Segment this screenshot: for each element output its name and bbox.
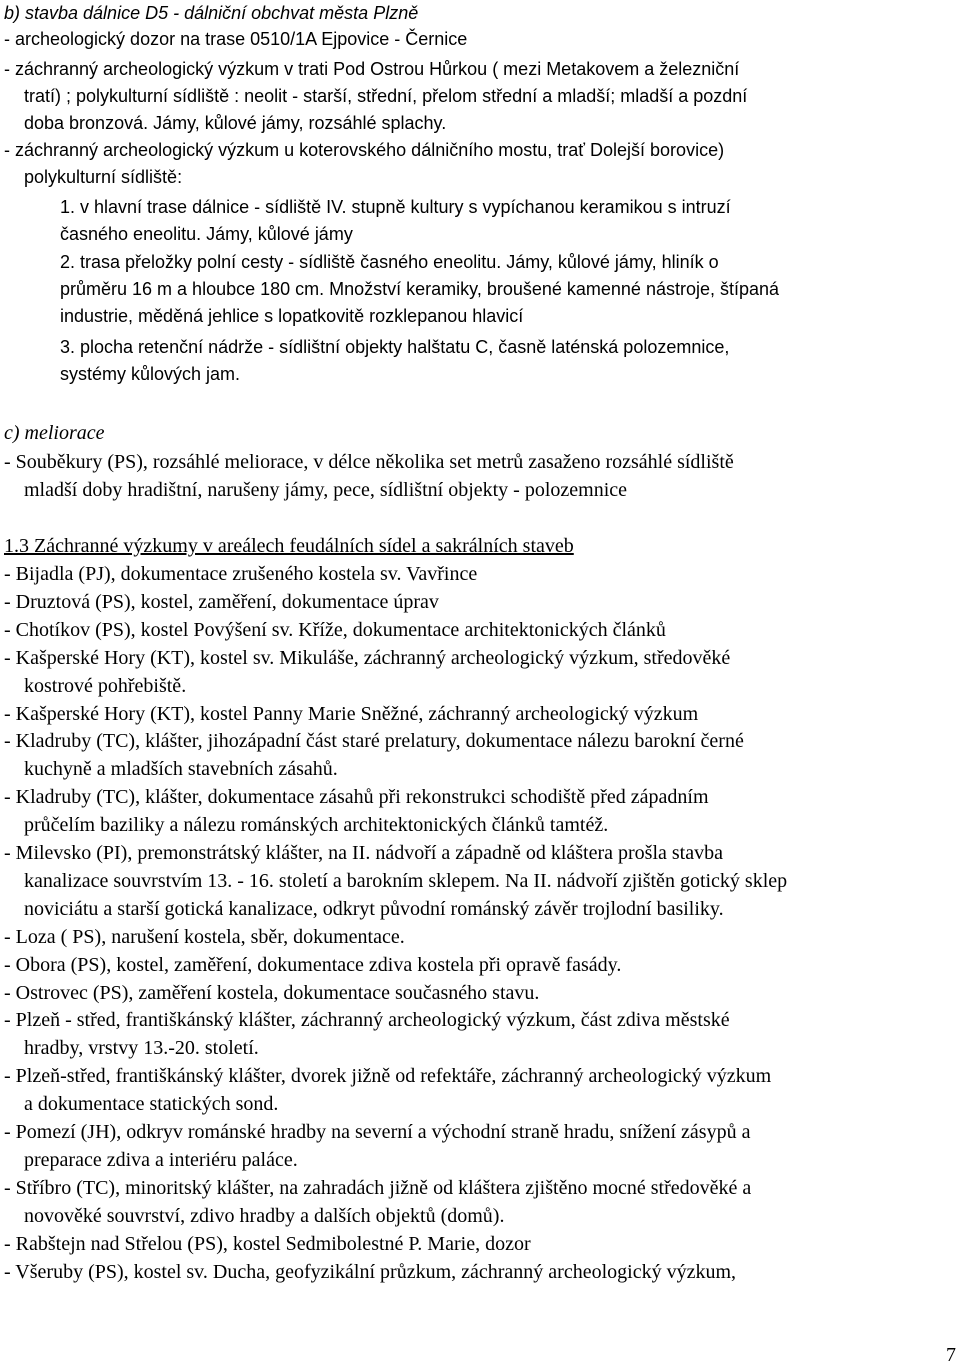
list-item: hradby, vrstvy 13.-20. století. <box>24 1037 259 1059</box>
section-b-line: industrie, měděná jehlice s lopatkovitě rozklepanou hlavicí <box>60 306 524 326</box>
section-heading: 1.3 Záchranné výzkumy v areálech feudálních sídel a sakrálních staveb <box>4 535 574 557</box>
section-b-line: 1. v hlavní trase dálnice - sídliště IV. stupně kultury s vypíchanou keramikou s intruzí <box>60 197 731 217</box>
section-b-line: tratí) ; polykulturní sídliště : neolit - starší, střední, přelom střední a mladší; mladší a pozdní <box>24 86 748 106</box>
section-b-line: - archeologický dozor na trase 0510/1A Ejpovice - Černice <box>4 29 468 49</box>
list-item: - Druztová (PS), kostel, zaměření, dokumentace úprav <box>4 591 439 613</box>
list-item: - Obora (PS), kostel, zaměření, dokumentace zdiva kostela při opravě fasády. <box>4 954 622 976</box>
list-item: - Kladruby (TC), klášter, jihozápadní část staré prelatury, dokumentace nálezu barokní černé <box>4 730 744 752</box>
list-item: - Chotíkov (PS), kostel Povýšení sv. Kříže, dokumentace architektonických článků <box>4 619 666 641</box>
list-item: noviciátu a starší gotická kanalizace, odkryt původní románský závěr trojlodní basiliky. <box>24 898 724 920</box>
list-item: - Všeruby (PS), kostel sv. Ducha, geofyzikální průzkum, záchranný archeologický výzkum, <box>4 1261 737 1283</box>
list-item: kostrové pohřebiště. <box>24 675 187 697</box>
section-c-line: - Souběkury (PS), rozsáhlé meliorace, v délce několika set metrů zasaženo rozsáhlé sídliště <box>4 451 734 473</box>
list-item: preparace zdiva a interiéru paláce. <box>24 1149 298 1171</box>
section-b-line: časného eneolitu. Jámy, kůlové jámy <box>60 224 353 244</box>
section-b-line: - záchranný archeologický výzkum u koterovského dálničního mostu, trať Dolejší borovice) <box>4 140 725 160</box>
list-item: novověké souvrství, zdivo hradby a dalších objektů (domů). <box>24 1205 505 1227</box>
section-b-title: b) stavba dálnice D5 - dálniční obchvat města Plzně <box>4 3 419 23</box>
section-b-line: doba bronzová. Jámy, kůlové jámy, rozsáhlé splachy. <box>24 113 447 133</box>
section-b-line: polykulturní sídliště: <box>24 167 183 187</box>
list-item: - Loza ( PS), narušení kostela, sběr, dokumentace. <box>4 926 405 948</box>
section-c-title: c) meliorace <box>4 422 105 444</box>
section-c-line: mladší doby hradištní, narušeny jámy, pece, sídlištní objekty - polozemnice <box>24 479 628 501</box>
list-item: - Pomezí (JH), odkryv románské hradby na severní a východní straně hradu, snížení zásypů a <box>4 1121 751 1143</box>
section-b-line: systémy kůlových jam. <box>60 364 241 384</box>
section-b-line: - záchranný archeologický výzkum v trati Pod Ostrou Hůrkou ( mezi Metakovem a železniční <box>4 59 740 79</box>
list-item: - Kladruby (TC), klášter, dokumentace zásahů při rekonstrukci schodiště před západním <box>4 786 709 808</box>
list-item: - Plzeň-střed, františkánský klášter, dvorek jižně od refektáře, záchranný archeologický výzkum <box>4 1065 772 1087</box>
list-item: průčelím baziliky a nálezu románských architektonických článků tamtéž. <box>24 814 609 836</box>
list-item: - Ostrovec (PS), zaměření kostela, dokumentace současného stavu. <box>4 982 540 1004</box>
list-item: - Rabštejn nad Střelou (PS), kostel Sedmibolestné P. Marie, dozor <box>4 1233 531 1255</box>
page-number: 7 <box>946 1344 956 1366</box>
list-item: a dokumentace statických sond. <box>24 1093 279 1115</box>
section-b-line: 3. plocha retenční nádrže - sídlištní objekty halštatu C, časně laténská polozemnice, <box>60 337 730 357</box>
list-item: - Kašperské Hory (KT), kostel sv. Mikuláše, záchranný archeologický výzkum, středověké <box>4 647 731 669</box>
list-item: kanalizace souvrstvím 13. - 16. století a barokním sklepem. Na II. nádvoří zjištěn gotický sklep <box>24 870 788 892</box>
list-item: - Milevsko (PI), premonstrátský klášter, na II. nádvoří a západně od kláštera prošla stavba <box>4 842 723 864</box>
list-item: - Stříbro (TC), minoritský klášter, na zahradách jižně od kláštera zjištěno mocné středověké a <box>4 1177 752 1199</box>
list-item: - Bijadla (PJ), dokumentace zrušeného kostela sv. Vavřince <box>4 563 478 585</box>
section-b-line: průměru 16 m a hloubce 180 cm. Množství keramiky, broušené kamenné nástroje, štípaná <box>60 279 780 299</box>
list-item: - Plzeň - střed, františkánský klášter, záchranný archeologický výzkum, část zdiva městské <box>4 1009 730 1031</box>
section-b-line: 2. trasa přeložky polní cesty - sídliště časného eneolitu. Jámy, kůlové jámy, hliník o <box>60 252 719 272</box>
list-item: kuchyně a mladších stavebních zásahů. <box>24 758 338 780</box>
list-item: - Kašperské Hory (KT), kostel Panny Marie Sněžné, záchranný archeologický výzkum <box>4 703 699 725</box>
